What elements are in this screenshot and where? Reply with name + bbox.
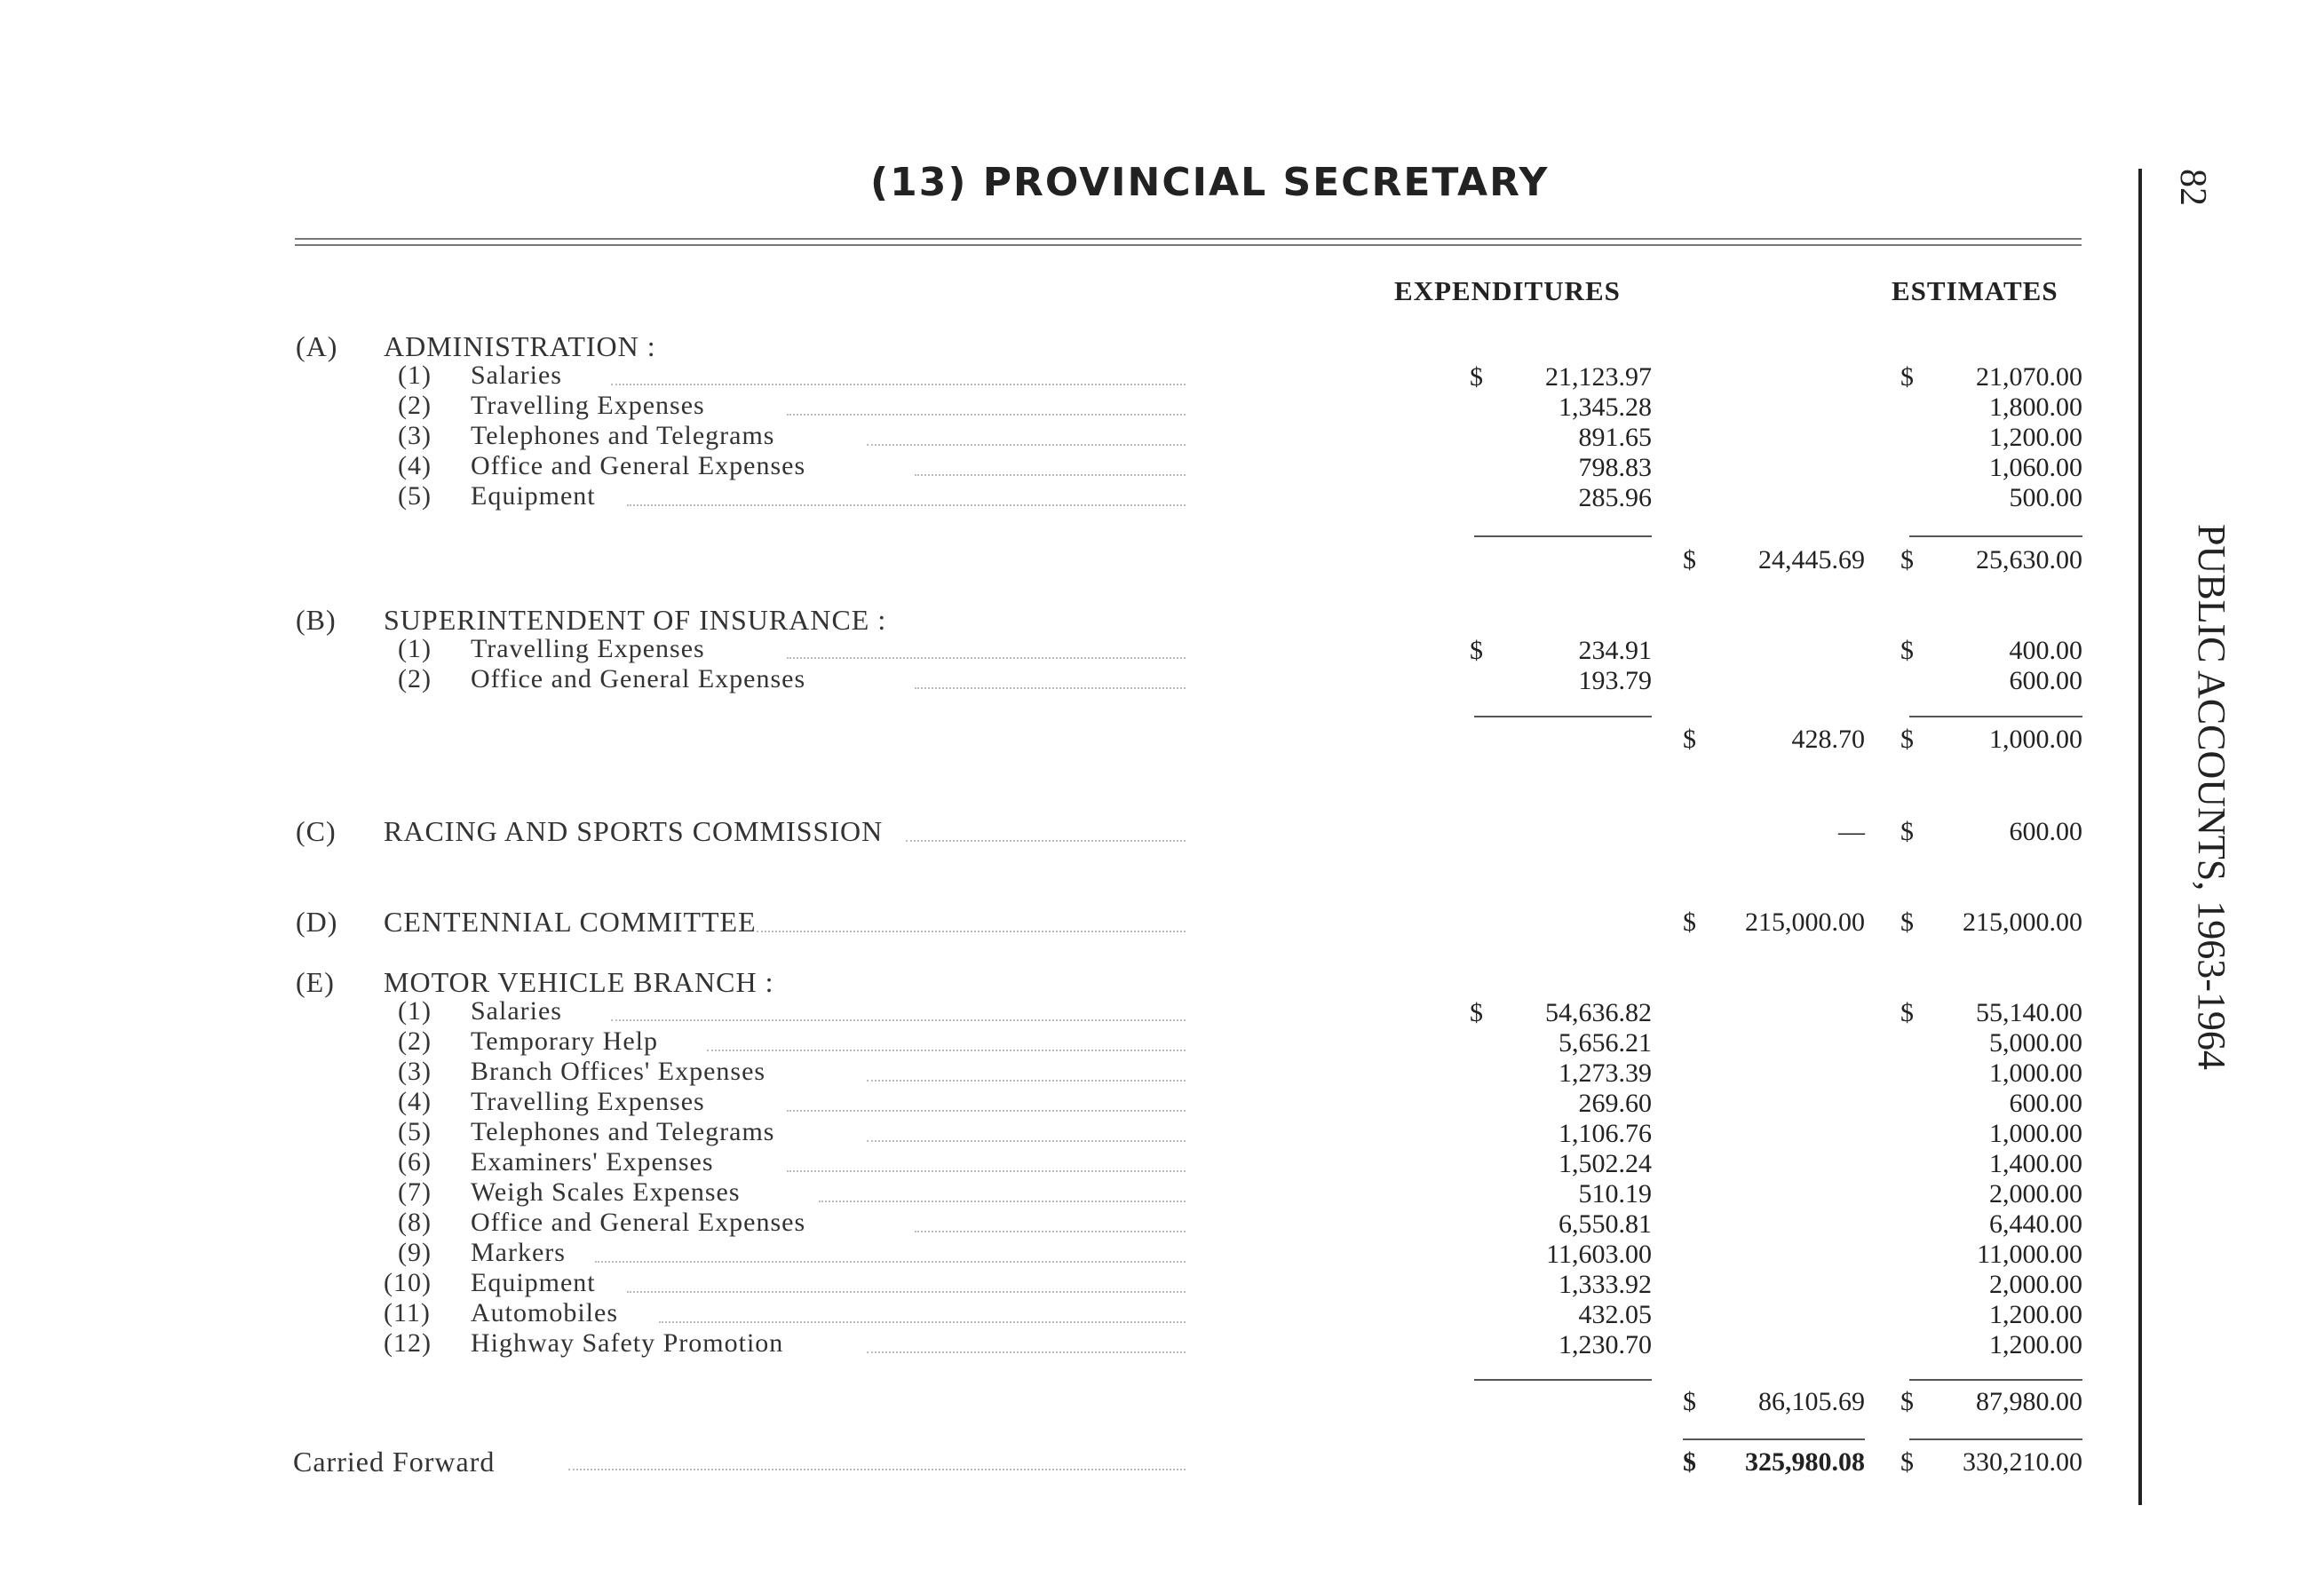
subtotal-rule	[1909, 1379, 2082, 1381]
item-number: (6)	[398, 1147, 432, 1177]
currency-symbol: $	[1683, 1387, 1696, 1416]
item-label: Examiners' Expenses	[471, 1147, 714, 1177]
section-total-estimate: 600.00	[2009, 817, 2082, 846]
item-label: Weigh Scales Expenses	[471, 1177, 741, 1207]
currency-symbol: $	[1900, 907, 1914, 937]
leader-dots	[867, 1140, 1186, 1142]
section-key: (A)	[296, 330, 338, 362]
item-number: (8)	[398, 1208, 432, 1237]
currency-symbol: $	[1900, 362, 1914, 392]
carried-forward-estimate: 330,210.00	[1963, 1447, 2082, 1477]
currency-symbol: $	[1900, 636, 1914, 665]
item-number: (2)	[398, 1026, 432, 1056]
expenditure-value: 5,656.21	[1559, 1028, 1652, 1058]
estimate-value: 400.00	[2009, 636, 2082, 665]
section-total-expenditure: 428.70	[1791, 725, 1865, 754]
section-heading: MOTOR VEHICLE BRANCH :	[384, 966, 774, 998]
item-number: (11)	[384, 1298, 431, 1327]
expenditure-value: 510.19	[1578, 1179, 1652, 1209]
item-number: (3)	[398, 1057, 432, 1086]
estimate-value: 21,070.00	[1976, 362, 2082, 392]
section-key: (D)	[296, 906, 338, 938]
leader-dots	[867, 1351, 1186, 1353]
subtotal-rule	[1474, 716, 1652, 717]
estimate-value: 6,440.00	[1989, 1209, 2082, 1239]
item-label: Equipment	[471, 1268, 596, 1297]
currency-symbol: $	[1900, 725, 1914, 754]
section-total-estimate: 215,000.00	[1963, 907, 2082, 937]
estimate-value: 1,000.00	[1989, 1058, 2082, 1088]
carried-forward-expenditure: 325,980.08	[1745, 1447, 1865, 1477]
expenditure-value: 6,550.81	[1559, 1209, 1652, 1239]
section-total-expenditure: —	[1838, 817, 1865, 846]
estimate-value: 11,000.00	[1977, 1240, 2082, 1269]
item-number: (1)	[398, 361, 432, 390]
item-number: (4)	[398, 451, 432, 480]
section-key: (E)	[296, 966, 335, 998]
expenditure-value: 1,230.70	[1559, 1330, 1652, 1359]
leader-dots	[611, 384, 1186, 385]
running-header: PUBLIC ACCOUNTS, 1963-1964	[2190, 524, 2233, 1070]
item-number: (5)	[398, 1117, 432, 1146]
item-label: Branch Offices' Expenses	[471, 1057, 766, 1086]
leader-dots	[659, 1321, 1186, 1323]
item-number: (2)	[398, 391, 432, 420]
currency-symbol: $	[1900, 1447, 1914, 1477]
item-number: (4)	[398, 1087, 432, 1116]
estimate-value: 600.00	[2009, 666, 2082, 695]
estimate-value: 1,200.00	[1989, 1300, 2082, 1329]
leader-dots	[627, 1291, 1186, 1293]
expenditure-value: 432.05	[1578, 1300, 1652, 1329]
section-total-expenditure: 24,445.69	[1758, 545, 1865, 575]
item-label: Office and General Expenses	[471, 451, 806, 480]
currency-symbol: $	[1470, 362, 1483, 392]
leader-dots	[757, 931, 1186, 932]
item-label: Highway Safety Promotion	[471, 1328, 784, 1358]
section-key: (C)	[296, 815, 337, 847]
estimate-value: 2,000.00	[1989, 1270, 2082, 1299]
leader-dots	[568, 1469, 1186, 1470]
currency-symbol: $	[1470, 998, 1483, 1027]
estimate-value: 1,800.00	[1989, 392, 2082, 422]
estimate-value: 1,060.00	[1989, 453, 2082, 482]
expenditure-value: 11,603.00	[1546, 1240, 1652, 1269]
item-number: (7)	[398, 1177, 432, 1207]
leader-dots	[787, 1110, 1186, 1112]
item-label: Travelling Expenses	[471, 391, 705, 420]
section-total-estimate: 87,980.00	[1976, 1387, 2082, 1416]
expenditure-value: 1,345.28	[1559, 392, 1652, 422]
section-heading: CENTENNIAL COMMITTEE	[384, 906, 757, 938]
estimate-value: 1,000.00	[1989, 1119, 2082, 1148]
total-rule	[1683, 1438, 1865, 1440]
section-total-expenditure: 86,105.69	[1758, 1387, 1865, 1416]
estimate-value: 5,000.00	[1989, 1028, 2082, 1058]
section-heading: RACING AND SPORTS COMMISSION	[384, 815, 884, 847]
section-total-estimate: 25,630.00	[1976, 545, 2082, 575]
expenditure-value: 798.83	[1578, 453, 1652, 482]
leader-dots	[787, 657, 1186, 659]
expenditure-value: 891.65	[1578, 423, 1652, 452]
leader-dots	[787, 1170, 1186, 1172]
item-label: Equipment	[471, 481, 596, 511]
estimates-column-header: ESTIMATES	[1892, 275, 2058, 306]
expenditure-value: 234.91	[1578, 636, 1652, 665]
item-number: (10)	[384, 1268, 432, 1297]
expenditures-column-header: EXPENDITURES	[1394, 275, 1621, 306]
item-number: (3)	[398, 421, 432, 450]
estimate-value: 1,200.00	[1989, 1330, 2082, 1359]
item-label: Automobiles	[471, 1298, 618, 1327]
section-total-estimate: 1,000.00	[1989, 725, 2082, 754]
expenditure-value: 1,502.24	[1559, 1149, 1652, 1178]
currency-symbol: $	[1900, 817, 1914, 846]
leader-dots	[867, 1080, 1186, 1082]
item-label: Telephones and Telegrams	[471, 1117, 775, 1146]
expenditure-value: 1,106.76	[1559, 1119, 1652, 1148]
item-number: (9)	[398, 1238, 432, 1267]
expenditure-value: 269.60	[1578, 1089, 1652, 1118]
item-label: Office and General Expenses	[471, 1208, 806, 1237]
expenditure-value: 285.96	[1578, 483, 1652, 512]
leader-dots	[915, 474, 1186, 476]
currency-symbol: $	[1683, 545, 1696, 575]
item-number: (5)	[398, 481, 432, 511]
currency-symbol: $	[1900, 545, 1914, 575]
item-label: Salaries	[471, 996, 562, 1026]
subtotal-rule	[1909, 535, 2082, 537]
currency-symbol: $	[1470, 636, 1483, 665]
item-label: Markers	[471, 1238, 566, 1267]
item-number: (1)	[398, 634, 432, 663]
section-total-expenditure: 215,000.00	[1745, 907, 1865, 937]
title-rule	[295, 238, 2082, 240]
carried-forward-label: Carried Forward	[293, 1446, 496, 1478]
estimate-value: 600.00	[2009, 1089, 2082, 1118]
leader-dots	[819, 1201, 1186, 1202]
estimate-value: 55,140.00	[1976, 998, 2082, 1027]
page-title: (13) PROVINCIAL SECRETARY	[870, 160, 1550, 205]
leader-dots	[611, 1019, 1186, 1021]
item-number: (12)	[384, 1328, 432, 1358]
item-number: (2)	[398, 664, 432, 693]
currency-symbol: $	[1900, 998, 1914, 1027]
item-label: Office and General Expenses	[471, 664, 806, 693]
leader-dots	[787, 414, 1186, 416]
expenditure-value: 21,123.97	[1545, 362, 1652, 392]
currency-symbol: $	[1683, 725, 1696, 754]
leader-dots	[915, 1231, 1186, 1232]
item-label: Travelling Expenses	[471, 634, 705, 663]
estimate-value: 1,200.00	[1989, 423, 2082, 452]
estimate-value: 500.00	[2009, 483, 2082, 512]
leader-dots	[906, 840, 1186, 842]
section-heading: ADMINISTRATION :	[384, 330, 656, 362]
leader-dots	[627, 504, 1186, 506]
leader-dots	[595, 1261, 1186, 1263]
expenditure-value: 1,333.92	[1559, 1270, 1652, 1299]
item-label: Travelling Expenses	[471, 1087, 705, 1116]
currency-symbol: $	[1683, 907, 1696, 937]
subtotal-rule	[1474, 1379, 1652, 1381]
title-rule-lower	[295, 244, 2082, 246]
section-key: (B)	[296, 604, 337, 636]
expenditure-value: 193.79	[1578, 666, 1652, 695]
currency-symbol: $	[1683, 1447, 1696, 1477]
page-number: 82	[2172, 169, 2213, 206]
item-label: Telephones and Telegrams	[471, 421, 775, 450]
item-label: Temporary Help	[471, 1026, 658, 1056]
leader-dots	[867, 444, 1186, 446]
subtotal-rule	[1474, 535, 1652, 537]
estimate-value: 1,400.00	[1989, 1149, 2082, 1178]
estimate-value: 2,000.00	[1989, 1179, 2082, 1209]
leader-dots	[915, 687, 1186, 689]
currency-symbol: $	[1900, 1387, 1914, 1416]
subtotal-rule	[1909, 716, 2082, 717]
total-rule	[1909, 1438, 2082, 1440]
expenditure-value: 1,273.39	[1559, 1058, 1652, 1088]
leader-dots	[707, 1050, 1186, 1051]
item-label: Salaries	[471, 361, 562, 390]
expenditure-value: 54,636.82	[1545, 998, 1652, 1027]
page-edge-rule	[2138, 169, 2142, 1505]
item-number: (1)	[398, 996, 432, 1026]
section-heading: SUPERINTENDENT OF INSURANCE :	[384, 604, 887, 636]
